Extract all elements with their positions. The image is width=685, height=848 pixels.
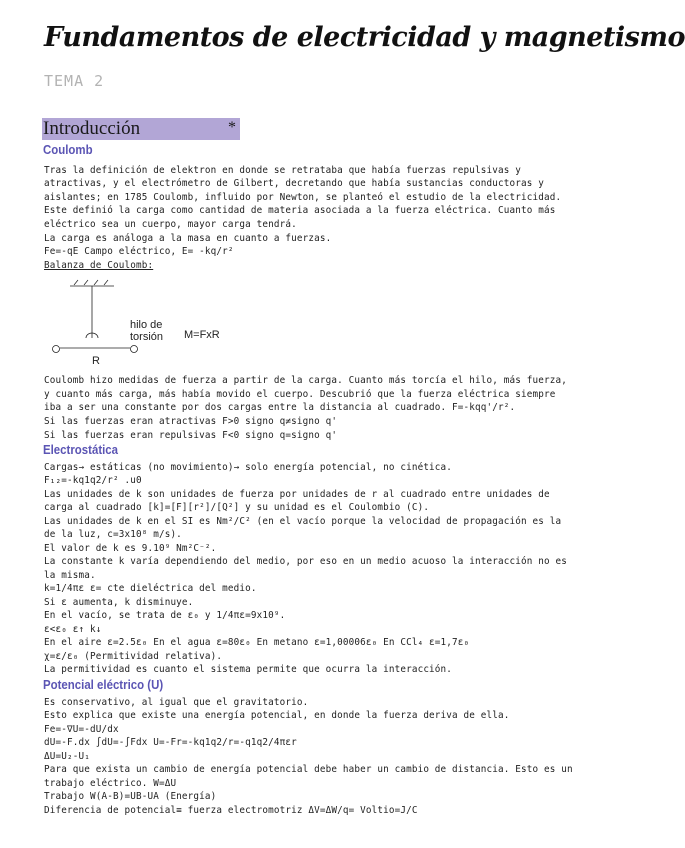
- text-line: carga al cuadrado [k]=[F][r²]/[Q²] y su unidad es el Coulombio (C).: [44, 502, 430, 513]
- text-line: Las unidades de k son unidades de fuerza por unidades de r al cuadrado entre unidades de: [44, 489, 550, 500]
- text-line: Trabajo W(A-B)=UB-UA (Energía): [44, 791, 217, 802]
- text-line: Fe=-∇U=-dU/dx: [44, 724, 119, 735]
- coulomb-balance-diagram: [46, 276, 266, 368]
- text-line: la misma.: [44, 570, 96, 581]
- text-line: iba a ser una constante por dos cargas entre la distancia al cuadrado. F=-kqq'/r².: [44, 402, 516, 413]
- text-line: Cargas→ estáticas (no movimiento)→ solo energía potencial, no cinética.: [44, 462, 453, 473]
- text-line: En el vacío, se trata de ε₀ y 1/4πε=9x10⁹.: [44, 610, 286, 621]
- heading-coulomb: Coulomb: [43, 142, 93, 157]
- text-line: La permitividad es cuanto el sistema permite que ocurra la interacción.: [44, 664, 453, 675]
- text-line: Coulomb hizo medidas de fuerza a partir de la carga. Cuanto más torcía el hilo, más fuerza,: [44, 375, 567, 386]
- text-line: El valor de k es 9.10⁹ Nm²C⁻².: [44, 543, 217, 554]
- label-torsion: torsión: [130, 331, 164, 343]
- document-title: Fundamentos de electricidad y magnetismo: [44, 22, 685, 53]
- text-line: k=1/4πε ε= cte dieléctrica del medio.: [44, 583, 257, 594]
- text-line: Las unidades de k en el SI es Nm²/C² (en el vacío porque la velocidad de propagación es la: [44, 516, 562, 527]
- text-line: trabajo eléctrico. W=ΔU: [44, 778, 177, 789]
- text-line: Si las fuerzas eran atractivas F>0 signo q≠signo q': [44, 416, 338, 427]
- text-line: eléctrico sea un cuerpo, mayor carga tendrá.: [44, 219, 297, 230]
- text-line: Esto explica que existe una energía potencial, en donde la fuerza deriva de ella.: [44, 710, 510, 721]
- text-line: ΔU=U₂-U₁: [44, 751, 90, 762]
- text-line: Es conservativo, al igual que el gravitatorio.: [44, 697, 309, 708]
- text-line: Diferencia de potencial≡ fuerza electromotriz ΔV=ΔW/q= Voltio=J/C: [44, 805, 418, 816]
- text-line: χ=ε/ε₀ (Permitividad relativa).: [44, 651, 223, 662]
- text-line: de la luz, c=3x10⁸ m/s).: [44, 529, 182, 540]
- label-formula: M=FxR: [184, 329, 220, 341]
- text-line: Este definió la carga como cantidad de materia asociada a la fuerza eléctrica. Cuanto más: [44, 205, 556, 216]
- text-line: Si ε aumenta, k disminuye.: [44, 597, 194, 608]
- label-hilo: hilo de: [130, 319, 163, 331]
- text-line: dU=-F.dx ∫dU=-∫Fdx U=-Fr=-kq1q2/r=-q1q2/4πεr: [44, 737, 297, 748]
- text-line: y cuanto más carga, más había movido el cuerpo. Descubrió que la fuerza eléctrica siempre: [44, 389, 556, 400]
- text-line: aislantes; en 1785 Coulomb, influido por Newton, se planteó el estudio de la electricidad.: [44, 192, 562, 203]
- text-line: Tras la definición de elektron en donde se retrataba que había fuerzas repulsivas y: [44, 165, 522, 176]
- text-line: La carga es análoga a la masa en cuanto a fuerzas.: [44, 233, 332, 244]
- text-line: Fe=-qE Campo eléctrico, E= -kq/r²: [44, 246, 234, 257]
- section-marker: *: [228, 119, 236, 136]
- text-line: atractivas, y el electrómetro de Gilbert, decretando que había sustancias conductoras y: [44, 178, 545, 189]
- charge-sphere-left: [53, 346, 60, 353]
- label-R: R: [92, 355, 100, 367]
- document-subtitle: TEMA 2: [44, 72, 105, 90]
- charge-sphere-right: [131, 346, 138, 353]
- text-line: F₁₂=-kq1q2/r² .u0: [44, 475, 142, 486]
- text-line: Si las fuerzas eran repulsivas F<0 signo q=signo q': [44, 430, 338, 441]
- text-line: ε<ε₀ ε↑ k↓: [44, 624, 102, 635]
- section-title: Introducción: [43, 118, 141, 139]
- text-line: En el aire ε=2.5ε₀ En el agua ε=80ε₀ En metano ε=1,00006ε₀ En CCl₄ ε=1,7ε₀: [44, 637, 470, 648]
- text-line: Para que exista un cambio de energía potencial debe haber un cambio de distancia. Esto es un: [44, 764, 573, 775]
- heading-electrostatica: Electrostática: [43, 442, 119, 457]
- heading-potencial: Potencial eléctrico (U): [43, 677, 164, 692]
- text-line: La constante k varía dependiendo del medio, por eso en un medio acuoso la interacción no es: [44, 556, 567, 567]
- text-line-underlined: Balanza de Coulomb:: [44, 260, 154, 271]
